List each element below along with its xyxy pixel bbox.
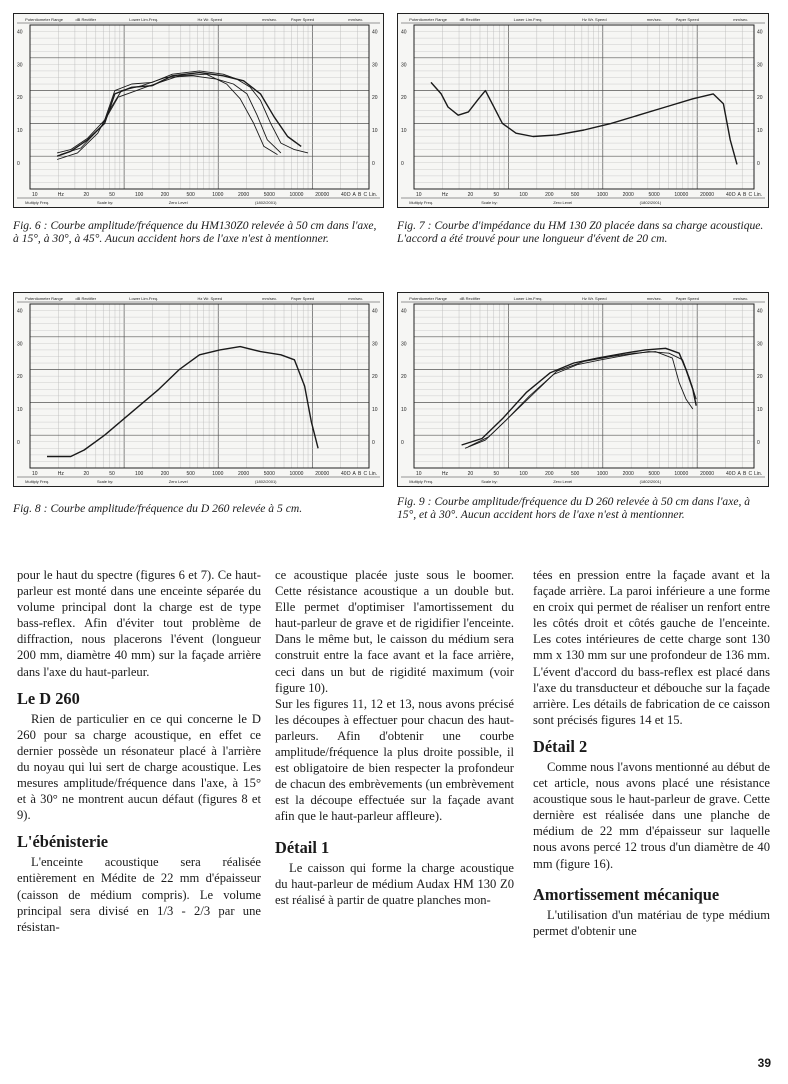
header-label: mm/sec. xyxy=(733,296,749,301)
weighting-label: B xyxy=(743,192,747,198)
y-tick-label: 40 xyxy=(757,29,763,36)
x-tick-label: 5000 xyxy=(263,192,275,198)
paragraph: Sur les figures 11, 12 et 13, nous avons précisé les découpes à effectuer pour chacun des haut-parleurs. Afin d'obtenir une courbe amplitude/fréquence la plus droite possible, il est obligatoire de bien respecter la profondeur de chacun des embrèvements (un embrèvement est la découpe effectuée sur la façade avant afin que le haut-parleur affleure). xyxy=(275,696,514,824)
y-tick-label: 20 xyxy=(401,95,407,102)
header-label: Hz Wr. Speed xyxy=(582,296,607,301)
y-tick-label: 30 xyxy=(372,341,378,348)
weighting-label: B xyxy=(358,192,362,198)
section-heading-d260: Le D 260 xyxy=(17,688,80,708)
x-tick-label: 40 xyxy=(341,471,347,477)
y-tick-label: 40 xyxy=(757,308,763,315)
header-label: Paper Speed xyxy=(675,17,699,22)
figure-6-chart xyxy=(13,13,384,208)
y-tick-label: 40 xyxy=(401,308,407,315)
paragraph: Le caisson qui forme la charge acoustique du haut-parleur de médium Audax HM 130 Z0 est réalisé à partir de quatre planches mon- xyxy=(275,860,514,907)
x-tick-label: 2000 xyxy=(622,471,634,477)
weighting-label: C xyxy=(363,471,368,477)
x-tick-label: 5000 xyxy=(648,192,660,198)
paragraph: L'utilisation d'un matériau de type médium permet d'obtenir une xyxy=(533,907,770,938)
x-tick-label: Hz xyxy=(57,192,64,198)
header-label: dB Rectifier xyxy=(75,17,97,22)
x-tick-label: 5000 xyxy=(263,471,275,477)
weighting-label: A xyxy=(737,192,741,198)
header-label: Potentiometer Range xyxy=(25,296,63,301)
plot-area xyxy=(414,25,754,189)
x-tick-label: 10 xyxy=(32,471,38,477)
x-tick-label: 2000 xyxy=(622,192,634,198)
x-tick-label: 1000 xyxy=(212,192,224,198)
x-tick-label: 40 xyxy=(341,192,347,198)
y-tick-label: 20 xyxy=(372,95,378,102)
x-tick-label: 20 xyxy=(467,471,474,477)
y-tick-label: 40 xyxy=(17,308,23,315)
y-tick-label: 20 xyxy=(757,374,763,381)
y-tick-label: 30 xyxy=(17,341,23,348)
x-tick-label: 500 xyxy=(186,471,195,477)
page-number: 39 xyxy=(757,1056,771,1070)
x-tick-label: 2000 xyxy=(238,471,250,477)
y-tick-label: 0 xyxy=(17,160,20,167)
header-label: Lower Lim.Freq. xyxy=(513,17,543,22)
header-label: mm/sec. xyxy=(646,17,662,22)
x-tick-label: 20000 xyxy=(700,192,715,198)
response-curve xyxy=(57,71,308,153)
section-heading-ebenisterie: L'ébénisterie xyxy=(17,832,109,852)
footer-label: Scale by: xyxy=(481,479,498,484)
x-tick-label: 10000 xyxy=(674,192,689,198)
header-label: Hz Wr. Speed xyxy=(197,296,223,301)
y-tick-label: 30 xyxy=(401,62,407,69)
figure-7-caption-text: Courbe d'impédance du HM 130 Z0 placée dans sa charge acoustique. L'accord a été trouvé pour une longueur d'évent de 20 cm. xyxy=(397,219,764,245)
section-heading-amortissement: Amortissement mécanique xyxy=(533,884,720,904)
response-curve xyxy=(465,352,696,449)
y-tick-label: 0 xyxy=(401,160,404,167)
weighting-label: Lin. xyxy=(754,192,763,198)
footer-label: Zero Level xyxy=(168,200,188,205)
x-tick-label: 50 xyxy=(109,192,115,198)
footer-label: Scale by: xyxy=(96,479,114,484)
x-tick-label: 100 xyxy=(135,192,144,198)
y-tick-label: 30 xyxy=(17,62,23,69)
x-tick-label: 200 xyxy=(545,471,554,477)
footer-label: Zero Level xyxy=(553,479,573,484)
y-tick-label: 20 xyxy=(401,374,407,381)
header-label: dB Rectifier xyxy=(75,296,97,301)
x-tick-label: 200 xyxy=(160,192,170,198)
header-label: dB Rectifier xyxy=(459,296,481,301)
footer-label: (1802/2001) xyxy=(639,200,662,205)
paragraph: tées en pression entre la façade avant et la façade arrière. La paroi inférieure a une forme en croix qui permet de réaliser un renfort entre les côtés droit et côtés gauche de l'enceinte. Les cotes intérieures de cette charge sont 130 mm x 130 mm sur une profondeur de 136 mm. L'évent d'accord du bass-reflex est placé dans l'axe du transducteur et débouche sur la façade arrière. Les détails de fabrication de ce caisson sont précisés figures 14 et 15. xyxy=(533,568,770,727)
footer-label: (1802/2001) xyxy=(639,479,662,484)
weighting-label: C xyxy=(363,192,368,198)
x-tick-label: 200 xyxy=(545,192,554,198)
y-tick-label: 0 xyxy=(372,160,375,167)
header-label: Hz Wr. Speed xyxy=(197,17,223,22)
weighting-label: D xyxy=(732,471,736,477)
footer-label: Multiply Freq. xyxy=(409,200,434,205)
footer-label: Zero Level xyxy=(553,200,573,205)
figure-7-caption xyxy=(397,219,771,245)
y-tick-label: 10 xyxy=(372,406,378,413)
x-tick-label: 2000 xyxy=(238,192,250,198)
weighting-label: Lin. xyxy=(754,471,763,477)
x-tick-label: 1000 xyxy=(596,471,608,477)
figure-6-caption-text: Courbe amplitude/fréquence du HM130Z0 relevée à 50 cm dans l'axe, à 15°, à 30°, à 45°. Aucun accident hors de l'axe n'est à mentionner. xyxy=(13,219,377,245)
y-tick-label: 0 xyxy=(372,439,375,446)
header-label: mm/sec. xyxy=(733,17,749,22)
y-tick-label: 20 xyxy=(17,374,23,381)
paragraph: pour le haut du spectre (figures 6 et 7). Ce haut-parleur est monté dans une enceinte séparée du volume principal dont la charge est de type bass-reflex. Afin d'éviter tout problème de diffraction, nous placerons l'évent (longueur 200 mm, diamètre 40 mm) sur la façade arrière dans l'axe du haut-parleur. xyxy=(17,568,261,679)
x-tick-label: 10000 xyxy=(289,192,304,198)
header-label: Paper Speed xyxy=(675,296,699,301)
figure-9-number: Fig. 9 : xyxy=(397,495,432,508)
x-tick-label: 50 xyxy=(493,192,500,198)
footer-label: Multiply Freq. xyxy=(25,479,50,484)
y-tick-label: 10 xyxy=(17,127,23,134)
footer-label: Multiply Freq. xyxy=(409,479,434,484)
figure-7-number: Fig. 7 : xyxy=(397,219,432,232)
y-tick-label: 10 xyxy=(401,406,407,413)
footer-label: Multiply Freq. xyxy=(25,200,50,205)
figure-6-caption xyxy=(13,219,385,245)
text-column-2 xyxy=(275,567,514,908)
x-tick-label: 50 xyxy=(109,471,115,477)
y-tick-label: 10 xyxy=(757,127,763,134)
figure-8-chart xyxy=(13,292,384,487)
footer-label: (1802/2001) xyxy=(254,200,277,205)
y-tick-label: 40 xyxy=(17,29,23,36)
x-tick-label: 10 xyxy=(416,471,422,477)
weighting-label: A xyxy=(352,192,356,198)
header-label: Lower Lim.Freq. xyxy=(129,296,159,301)
x-tick-label: 50 xyxy=(493,471,500,477)
response-curve xyxy=(57,73,301,157)
y-tick-label: 20 xyxy=(372,374,378,381)
header-label: Potentiometer Range xyxy=(409,296,448,301)
paragraph: Comme nous l'avons mentionné au début de cet article, nous avons placé une résistance acoustique sous le haut-parleur de grave. Cette dernière est réalisée dans une planche de médium de 22 mm d'épaisseur sur laquelle nous avons percé 12 trous d'un diamètre de 40 mm (figure 16). xyxy=(533,759,770,871)
x-tick-label: 500 xyxy=(571,192,580,198)
x-tick-label: 100 xyxy=(519,192,528,198)
x-tick-label: 20 xyxy=(467,192,474,198)
header-label: mm/sec. xyxy=(348,17,364,22)
header-label: mm/sec. xyxy=(262,296,278,301)
paragraph: Rien de particulier en ce qui concerne le D 260 pour sa charge acoustique, en effet ce dernier possède un résonateur placé à l'arrière du noyau qui lui sert de charge acoustique. Les mesures amplitude/fréquence dans l'axe, à 15° et à 30° ne montrent aucun défaut (figures 8 et 9). xyxy=(17,711,261,823)
y-tick-label: 40 xyxy=(401,29,407,36)
figure-8-caption xyxy=(13,502,388,515)
text-column-1 xyxy=(17,567,261,935)
weighting-label: B xyxy=(743,471,747,477)
x-tick-label: 100 xyxy=(519,471,528,477)
figure-9-chart xyxy=(397,292,769,487)
section-heading-detail-2: Détail 2 xyxy=(533,736,588,756)
y-tick-label: 0 xyxy=(401,439,404,446)
header-label: Paper Speed xyxy=(290,17,315,22)
x-tick-label: 40 xyxy=(726,471,732,477)
x-tick-label: 20000 xyxy=(315,471,330,477)
x-tick-label: 5000 xyxy=(648,471,660,477)
y-tick-label: 0 xyxy=(757,160,760,167)
x-tick-label: Hz xyxy=(57,471,64,477)
x-tick-label: Hz xyxy=(441,471,448,477)
weighting-label: D xyxy=(347,471,351,477)
x-tick-label: 20000 xyxy=(700,471,715,477)
x-tick-label: 1000 xyxy=(212,471,224,477)
header-label: Hz Wr. Speed xyxy=(582,17,607,22)
header-label: mm/sec. xyxy=(262,17,278,22)
weighting-label: D xyxy=(732,192,736,198)
y-tick-label: 10 xyxy=(757,406,763,413)
plot-area xyxy=(30,304,369,468)
y-tick-label: 30 xyxy=(757,341,763,348)
weighting-label: C xyxy=(748,192,753,198)
x-tick-label: Hz xyxy=(441,192,448,198)
x-tick-label: 500 xyxy=(186,192,195,198)
y-tick-label: 10 xyxy=(401,127,407,134)
header-label: Potentiometer Range xyxy=(409,17,448,22)
paragraph: L'enceinte acoustique sera réalisée entièrement en Médite de 22 mm d'épaisseur (caisson de médium compris). Le volume principal sera divisé en 1/3 - 2/3 par une résistan- xyxy=(17,855,261,934)
footer-label: Scale by: xyxy=(481,200,498,205)
y-tick-label: 30 xyxy=(401,341,407,348)
y-tick-label: 0 xyxy=(17,439,20,446)
header-label: mm/sec. xyxy=(348,296,364,301)
y-tick-label: 10 xyxy=(372,127,378,134)
weighting-label: A xyxy=(737,471,741,477)
figure-6-number: Fig. 6 : xyxy=(13,219,48,232)
y-tick-label: 30 xyxy=(757,62,763,69)
x-tick-label: 10000 xyxy=(674,471,689,477)
y-tick-label: 20 xyxy=(17,95,23,102)
x-tick-label: 200 xyxy=(160,471,170,477)
plot-area xyxy=(30,25,369,189)
figure-9-caption xyxy=(397,495,771,521)
weighting-label: Lin. xyxy=(369,471,378,477)
y-tick-label: 40 xyxy=(372,29,378,36)
x-tick-label: 20000 xyxy=(315,192,330,198)
y-tick-label: 10 xyxy=(17,406,23,413)
footer-label: Scale by: xyxy=(96,200,114,205)
y-tick-label: 30 xyxy=(372,62,378,69)
x-tick-label: 1000 xyxy=(596,192,608,198)
section-heading-detail-1: Détail 1 xyxy=(275,837,330,857)
weighting-label: C xyxy=(748,471,753,477)
figure-7-chart xyxy=(397,13,769,208)
footer-label: (1802/2001) xyxy=(254,479,277,484)
header-label: Lower Lim.Freq. xyxy=(513,296,543,301)
figure-8-caption-text: Courbe amplitude/fréquence du D 260 relevée à 5 cm. xyxy=(50,502,303,515)
header-label: Lower Lim.Freq. xyxy=(129,17,159,22)
y-tick-label: 0 xyxy=(757,439,760,446)
weighting-label: Lin. xyxy=(369,192,378,198)
footer-label: Zero Level xyxy=(168,479,188,484)
x-tick-label: 20 xyxy=(83,192,90,198)
header-label: mm/sec. xyxy=(646,296,662,301)
header-label: Potentiometer Range xyxy=(25,17,63,22)
x-tick-label: 100 xyxy=(135,471,144,477)
weighting-label: A xyxy=(352,471,356,477)
x-tick-label: 10000 xyxy=(289,471,304,477)
weighting-label: B xyxy=(358,471,362,477)
header-label: Paper Speed xyxy=(290,296,315,301)
paragraph: ce acoustique placée juste sous le boomer. Cette résistance acoustique a un double but. Elle permet d'optimiser l'amortissement du haut-parleur de grave et de rigidifier l'enceinte. Dans le même but, le caisson du médium sera construit entre la face avant et la face arrière, ceci dans un but de rigidité maximum (voir figure 10). xyxy=(275,568,514,695)
figure-8-number: Fig. 8 : xyxy=(13,502,48,515)
x-tick-label: 20 xyxy=(83,471,90,477)
x-tick-label: 10 xyxy=(416,192,422,198)
figure-9-caption-text: Courbe amplitude/fréquence du D 260 relevée à 50 cm dans l'axe, à 15°, et à 30°. Aucun accident hors de l'axe n'est à mentionner. xyxy=(397,495,751,521)
response-curve xyxy=(468,352,692,447)
header-label: dB Rectifier xyxy=(459,17,481,22)
y-tick-label: 40 xyxy=(372,308,378,315)
weighting-label: D xyxy=(347,192,351,198)
x-tick-label: 500 xyxy=(571,471,580,477)
x-tick-label: 40 xyxy=(726,192,732,198)
x-tick-label: 10 xyxy=(32,192,38,198)
text-column-3 xyxy=(533,567,770,939)
y-tick-label: 20 xyxy=(757,95,763,102)
